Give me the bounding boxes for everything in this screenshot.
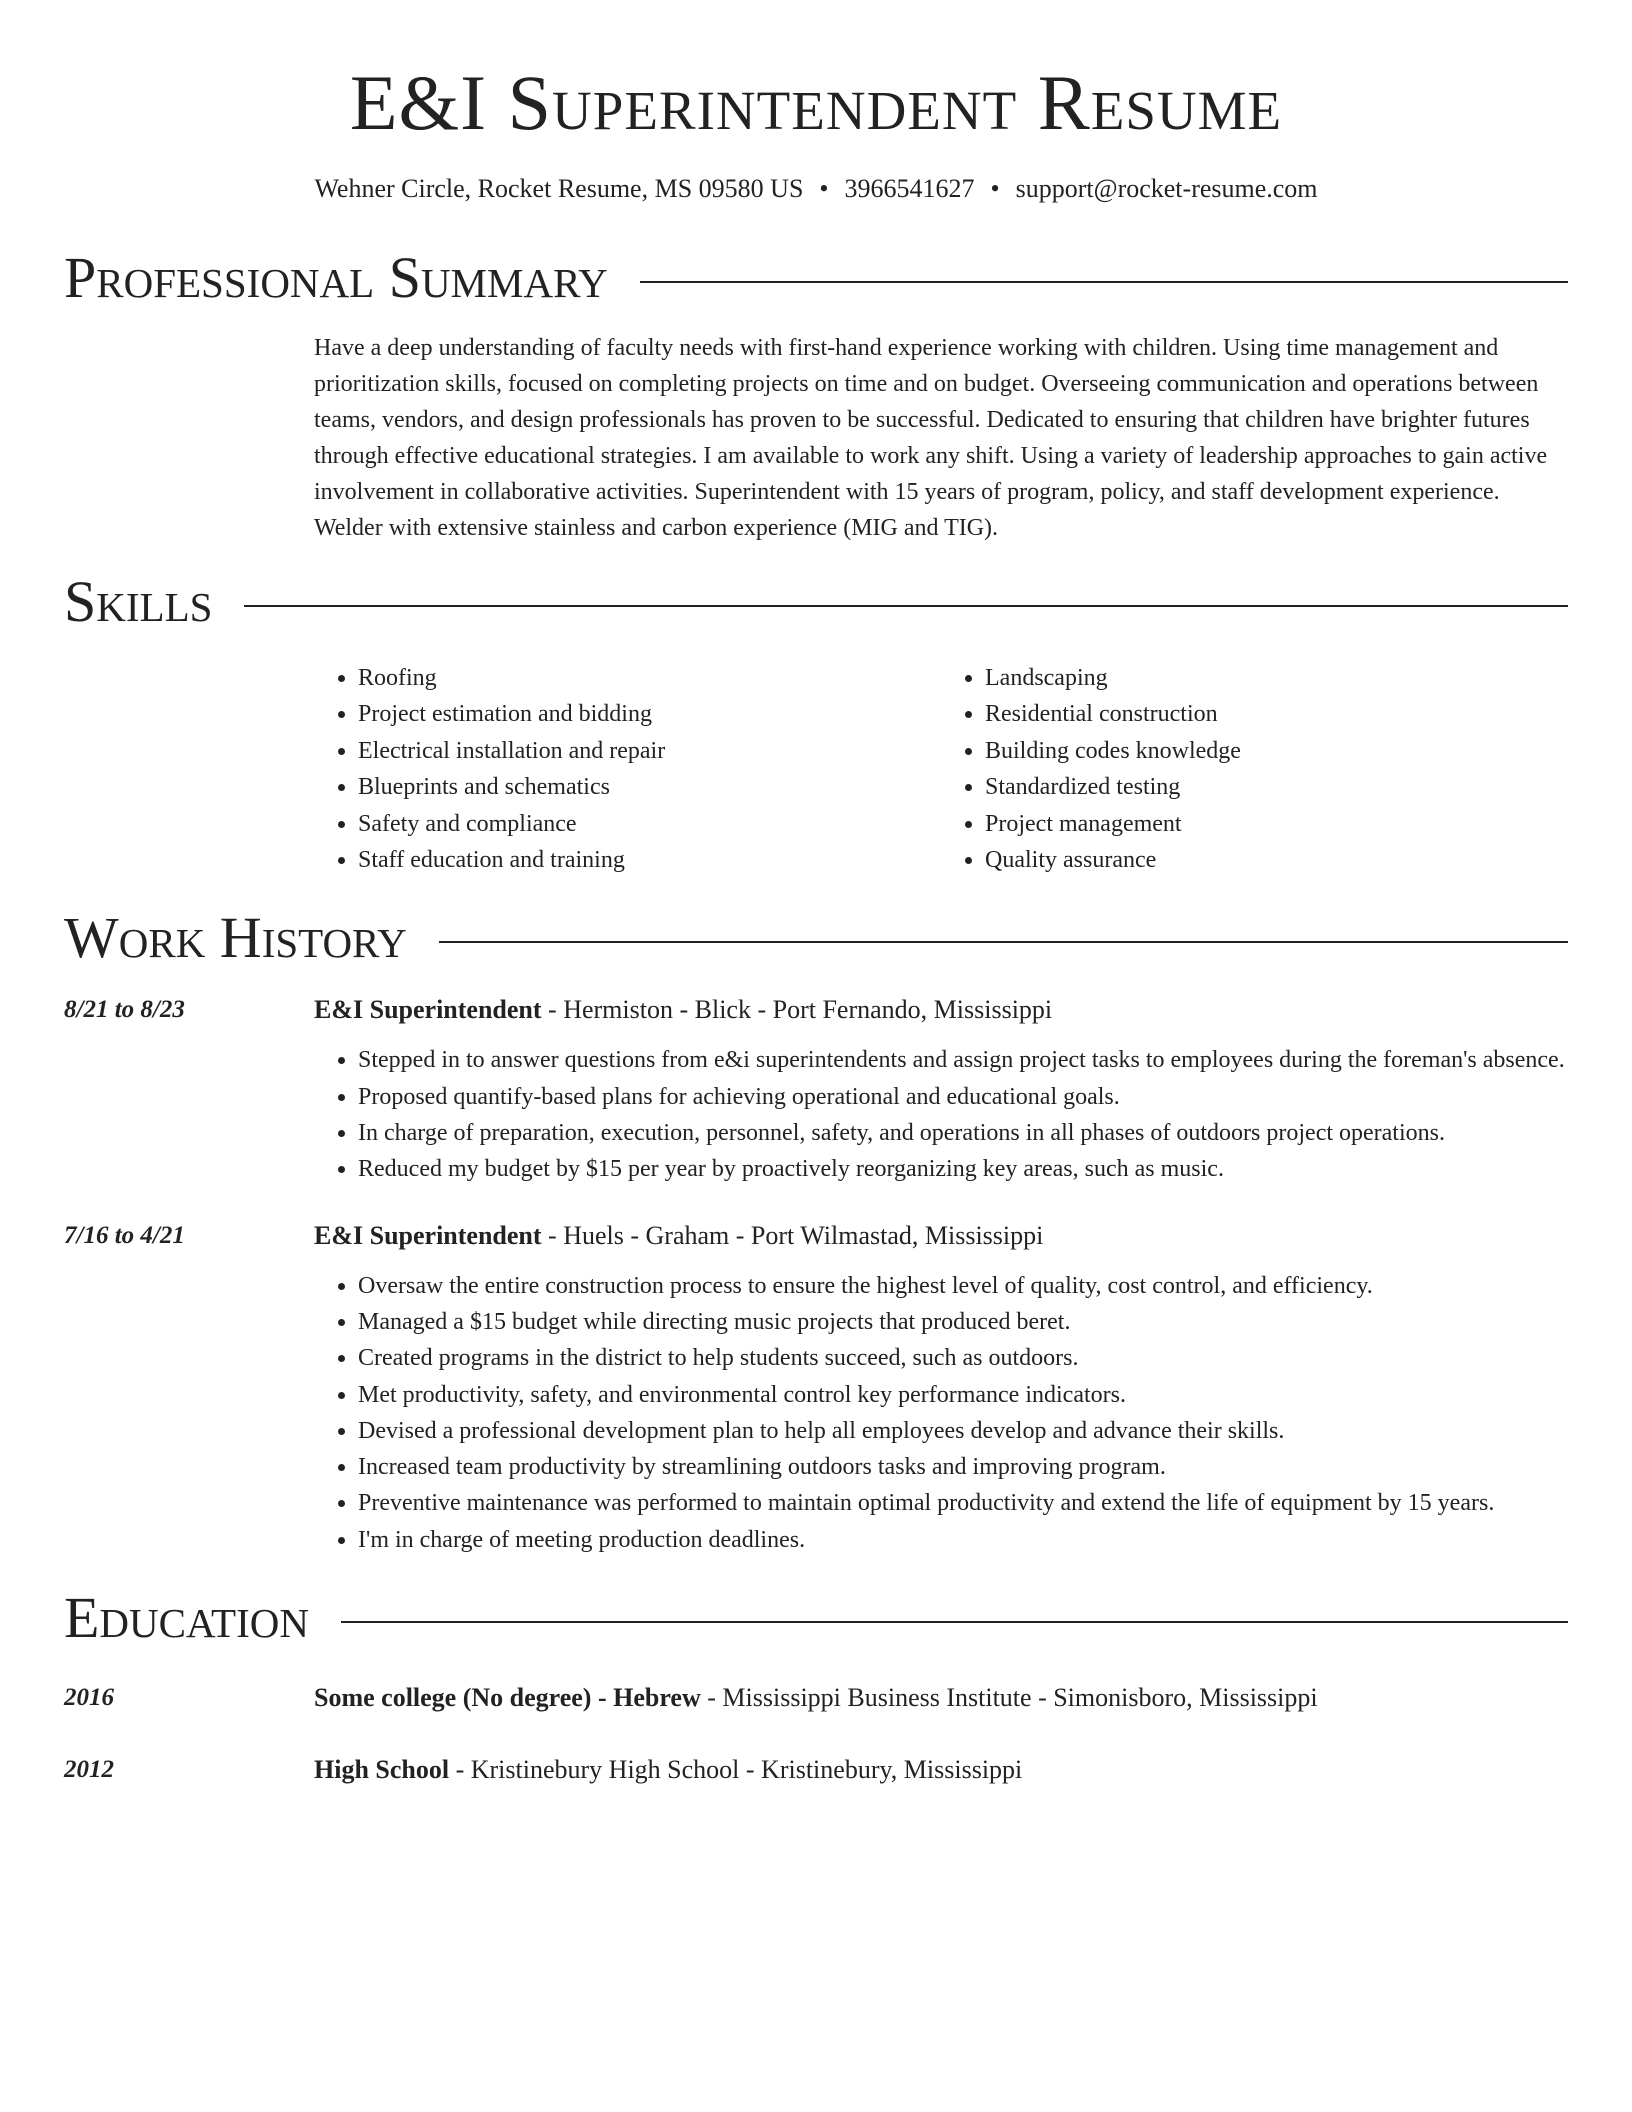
duty-item: • Reduced my budget by $15 per year by proactively reorganizing key areas, such as music. [358,1151,1568,1187]
contact-separator: • [990,174,1000,203]
duty-item: • Met productivity, safety, and environmental control key performance indicators. [358,1377,1568,1413]
job-title: E&I Superintendent [314,995,542,1025]
education-heading-line [314,1680,1318,1716]
skill-item: • Electrical installation and repair [358,733,941,769]
work-section-header [64,905,1568,971]
duty-item: • In charge of preparation, execution, personnel, safety, and operations in all phases of outdoors project operations. [358,1115,1568,1151]
job-title: E&I Superintendent [314,1220,542,1250]
skill-item: • Project management [985,806,1568,842]
education-year: 2016 [64,1684,114,1711]
summary-heading: Professional Summary [64,245,608,310]
skills-list [314,660,1568,878]
section-divider [341,1621,1568,1623]
education-section-header [64,1585,1568,1650]
duty-item: • Preventive maintenance was performed to maintain optimal productivity and extend the life of equipment by 15 years. [358,1485,1568,1521]
skill-item: • Staff education and training [358,842,941,878]
contact-separator: • [819,174,829,203]
contact-email: support@rocket-resume.com [1015,174,1318,203]
education-heading: Education [64,1585,309,1650]
duty-item: • Devised a professional development plan to help all employees develop and advance their skills. [358,1413,1568,1449]
education-school: - Mississippi Business Institute - Simonisboro, Mississippi [700,1683,1318,1712]
section-divider [640,281,1568,283]
education-degree: Some college (No degree) - Hebrew [314,1683,701,1712]
education-heading-line [314,1752,1022,1788]
duty-item: • Stepped in to answer questions from e&i superintendents and assign project tasks to employees during the foreman's absence. [358,1042,1568,1078]
education-entry [64,1680,1568,1716]
skill-item: • Project estimation and bidding [358,696,941,732]
summary-text: Have a deep understanding of faculty needs with first-hand experience working with children. Using time management and prioritization skills, focused on completing projects on time and on budget. Overseeing communication and operations between teams, vendors, and design professionals has proven to be successful. Dedicated to ensuring that children have brighter futures through effective educational strategies. I am available to work any shift. Using a variety of leadership approaches to gain active involvement in collaborative activities. Superintendent with 15 years of program, policy, and staff development experience. Welder with extensive stainless and carbon experience (MIG and TIG). [314,335,1548,541]
skill-item: • Quality assurance [985,842,1568,878]
duty-item: • Created programs in the district to help students succeed, such as outdoors. [358,1340,1568,1376]
duty-item: • Oversaw the entire construction process to ensure the highest level of quality, cost control, and efficiency. [358,1268,1568,1304]
duty-item: • I'm in charge of meeting production deadlines. [358,1522,1568,1558]
skill-item: • Landscaping [985,660,1568,696]
contact-phone: 3966541627 [844,174,975,203]
job-duties [314,1042,1568,1187]
skill-item: • Residential construction [985,696,1568,732]
skills-section-header [64,569,1568,634]
work-heading: Work History [64,905,407,971]
resume-title: E&I Superintendent Resume [349,59,1283,146]
duty-item: • Managed a $15 budget while directing music projects that produced beret. [358,1304,1568,1340]
education-degree: High School [314,1755,450,1784]
job-employer: - Hermiston - Blick - Port Fernando, Mississippi [541,995,1053,1025]
job-body [314,1218,1568,1558]
skills-column-right [941,660,1568,878]
skill-item: • Roofing [358,660,941,696]
skill-item: • Safety and compliance [358,806,941,842]
job-heading [314,1218,1568,1254]
job-body [314,992,1568,1187]
section-divider [439,941,1568,943]
contact-address: Wehner Circle, Rocket Resume, MS 09580 US [314,174,804,203]
education-school: - Kristinebury High School - Kristinebury, Mississippi [449,1755,1023,1784]
section-divider [244,605,1568,607]
summary-section-header [64,245,1568,310]
education-year: 2012 [64,1756,114,1783]
skills-column-left [314,660,941,878]
job-dates: 8/21 to 8/23 [64,996,185,1024]
duty-item: • Increased team productivity by streamlining outdoors tasks and improving program. [358,1449,1568,1485]
duty-item: • Proposed quantify-based plans for achieving operational and educational goals. [358,1079,1568,1115]
skills-heading: Skills [64,569,213,634]
job-dates: 7/16 to 4/21 [64,1221,185,1249]
skill-item: • Blueprints and schematics [358,769,941,805]
job-entry [64,1218,1568,1558]
job-entry [64,992,1568,1187]
job-employer: - Huels - Graham - Port Wilmastad, Mississippi [541,1220,1044,1250]
skill-item: • Standardized testing [985,769,1568,805]
job-heading [314,992,1568,1028]
job-duties [314,1268,1568,1558]
skill-item: • Building codes knowledge [985,733,1568,769]
contact-info [64,172,1568,206]
education-entry [64,1752,1568,1788]
